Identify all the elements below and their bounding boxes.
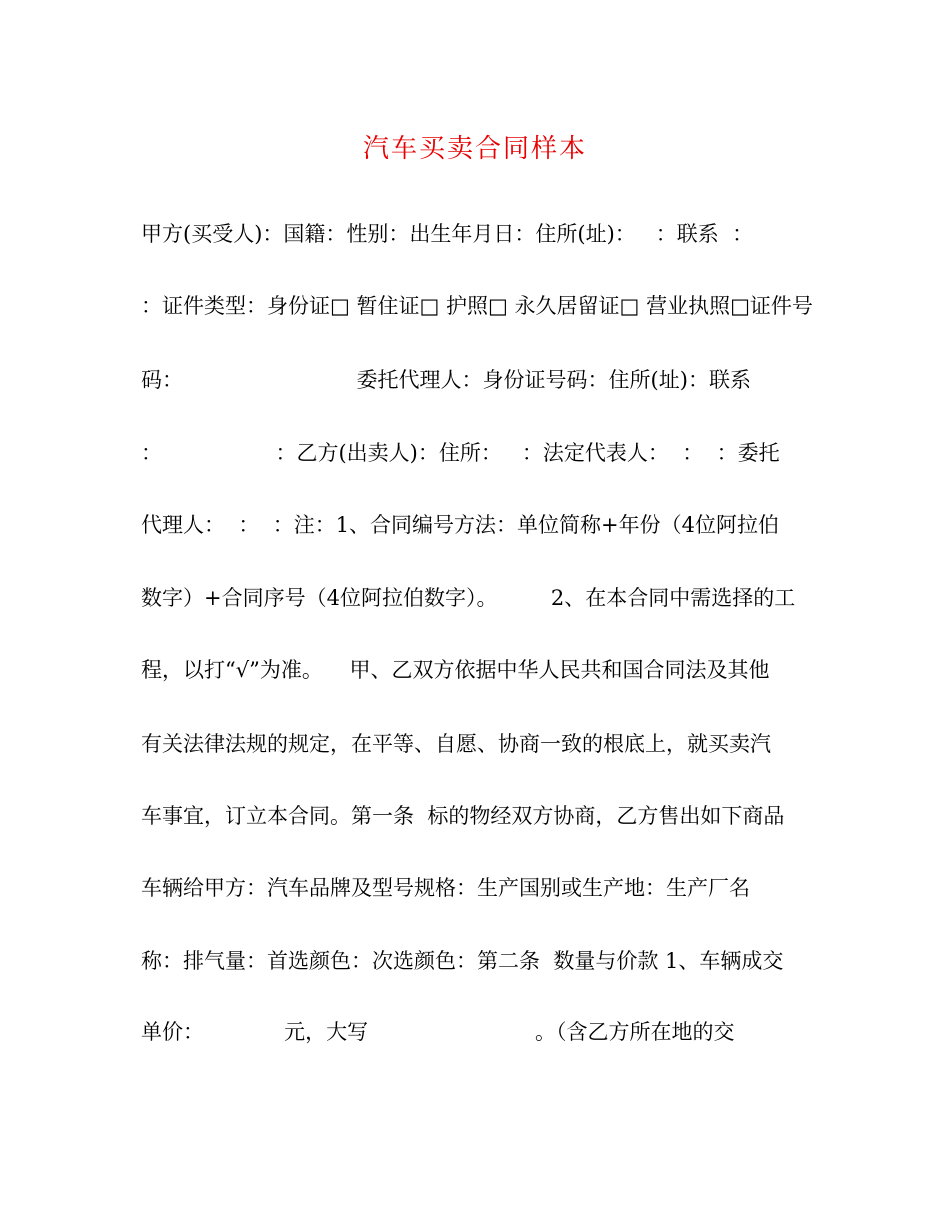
- document-title: 汽车买卖合同样本: [362, 134, 587, 164]
- body-line-2: ：证件类型：身份证□ 暂住证□ 护照□ 永久居留证□ 营业执照□证件号: [141, 294, 813, 318]
- body-line-6: 数字）+合同序号（4位阿拉伯数字）。 2、在本合同中需选择的工: [141, 586, 796, 610]
- body-line-12: 单价： 元，大写 。（含乙方所在地的交: [141, 1020, 735, 1044]
- body-line-4: ： ：乙方(出卖人)：住所： ：法定代表人： ： ：委托: [141, 441, 780, 465]
- body-line-11: 称：排气量：首选颜色：次选颜色：第二条 数量与价款 1、车辆成交: [141, 949, 784, 973]
- body-line-7: 程，以打“√”为准。 甲、乙双方依据中华人民共和国合同法及其他: [141, 658, 770, 682]
- body-line-10: 车辆给甲方：汽车品牌及型号规格：生产国别或生产地：生产厂名: [141, 876, 750, 900]
- body-line-9: 车事宜，订立本合同。第一条 标的物经双方协商，乙方售出如下商品: [141, 804, 785, 828]
- body-line-3: 码： 委托代理人：身份证号码：住所(址)：联系: [141, 368, 751, 392]
- body-line-1: 甲方(买受人)：国籍：性别：出生年月日：住所(址)： ：联系 ：: [141, 222, 754, 246]
- body-line-8: 有关法律法规的规定，在平等、自愿、协商一致的根底上，就买卖汽: [141, 732, 771, 756]
- body-line-5: 代理人： ： ：注：1、合同编号方法：单位简称+年份（4位阿拉伯: [141, 513, 780, 537]
